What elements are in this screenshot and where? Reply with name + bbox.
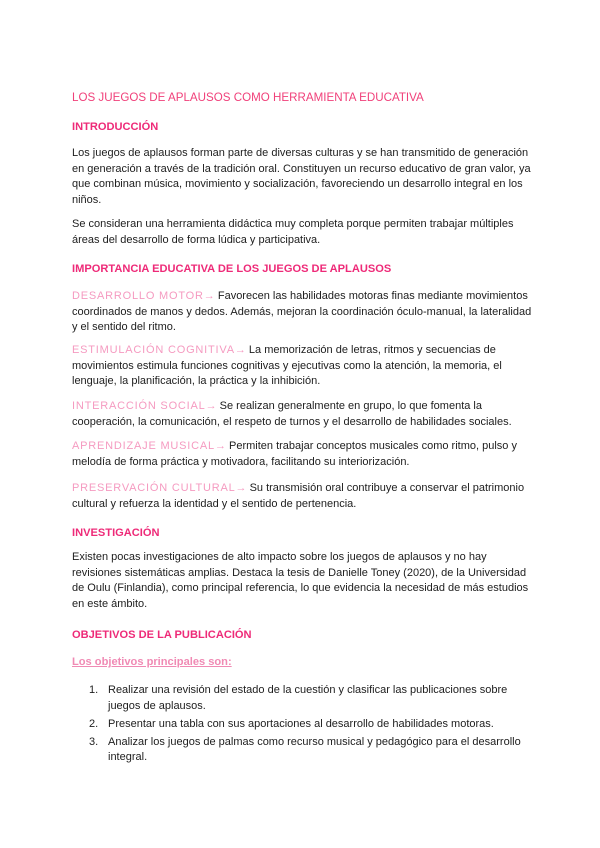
importance-item-musical — [72, 439, 534, 470]
item-text: Favorecen las habilidades motoras finas mediante movimientos coordinados de manos y dedos. Además, mejoran la coordinación óculo-manual, la lateralidad y el sentido del ritmo. — [72, 290, 532, 334]
importance-item-cognitive — [72, 343, 534, 390]
arrow-icon: → — [234, 344, 246, 356]
keyword-label: APRENDIZAJE MUSICAL — [72, 440, 215, 452]
importance-item-cultural — [72, 481, 534, 512]
objectives-subheading: Los objetivos principales son: — [72, 656, 232, 668]
list-number: 2. — [89, 717, 99, 730]
objectives-heading: OBJETIVOS DE LA PUBLICACIÓN — [72, 629, 252, 641]
intro-paragraph-2: Se consideran una herramienta didáctica muy completa porque permiten trabajar múltiples áreas del desarrollo de forma lúdica y participativa. — [72, 218, 514, 246]
item-text: Su transmisión oral contribuye a conservar el patrimonio cultural y refuerza la identidad y el sentido de pertenencia. — [72, 482, 525, 510]
arrow-icon: → — [205, 400, 217, 412]
importance-item-motor — [72, 289, 534, 336]
list-number: 3. — [89, 735, 99, 748]
intro-paragraph-1: Los juegos de aplausos forman parte de diversas culturas y se han transmitido de generación en generación a través de la tradición oral. Constituyen un recurso educativo de gran valor, ya que combinan música, movimiento y socialización, favoreciendo un desarrollo integral en los niños. — [72, 147, 531, 206]
item-text: Permiten trabajar conceptos musicales como ritmo, pulso y melodía de forma práctica y motivadora, facilitando su interiorización. — [72, 440, 517, 468]
item-text: Se realizan generalmente en grupo, lo que fomenta la cooperación, la comunicación, el respeto de turnos y el desarrollo de habilidades sociales. — [72, 400, 512, 428]
list-item-text: Presentar una tabla con sus aportaciones al desarrollo de habilidades motoras. — [108, 717, 494, 730]
arrow-icon: → — [203, 290, 215, 302]
keyword-label: DESARROLLO MOTOR — [72, 290, 204, 302]
document-title: LOS JUEGOS DE APLAUSOS COMO HERRAMIENTA EDUCATIVA — [72, 91, 424, 104]
objectives-list — [72, 683, 534, 768]
list-item — [72, 735, 534, 766]
importance-heading: IMPORTANCIA EDUCATIVA DE LOS JUEGOS DE APLAUSOS — [72, 263, 392, 275]
research-heading: INVESTIGACIÓN — [72, 527, 160, 539]
item-text: La memorización de letras, ritmos y secuencias de movimientos estimula funciones cognitivas y ejecutivas como la atención, la memoria, el lenguaje, la planificación, la práctica y la inhibición. — [72, 344, 502, 388]
list-item-text: Realizar una revisión del estado de la cuestión y clasificar las publicaciones sobre juegos de aplausos. — [108, 684, 508, 712]
list-number: 1. — [89, 684, 99, 696]
intro-heading: INTRODUCCIÓN — [72, 121, 159, 133]
list-item — [72, 683, 534, 714]
list-item — [72, 717, 534, 733]
arrow-icon: → — [214, 440, 226, 452]
keyword-label: INTERACCIÓN SOCIAL — [72, 400, 206, 412]
research-paragraph: Existen pocas investigaciones de alto impacto sobre los juegos de aplausos y no hay revisiones sistemáticas amplias. Destaca la tesis de Danielle Toney (2020), de la Universidad de Oulu (Finlandia), como principal referencia, lo que evidencia la necesidad de más estudios en este ámbito. — [72, 551, 529, 610]
list-item-text: Analizar los juegos de palmas como recurso musical y pedagógico para el desarrollo integral. — [108, 735, 521, 764]
importance-item-social — [72, 399, 534, 430]
keyword-label: PRESERVACIÓN CULTURAL — [72, 482, 236, 494]
keyword-label: ESTIMULACIÓN COGNITIVA — [72, 344, 235, 356]
arrow-icon: → — [235, 482, 247, 494]
